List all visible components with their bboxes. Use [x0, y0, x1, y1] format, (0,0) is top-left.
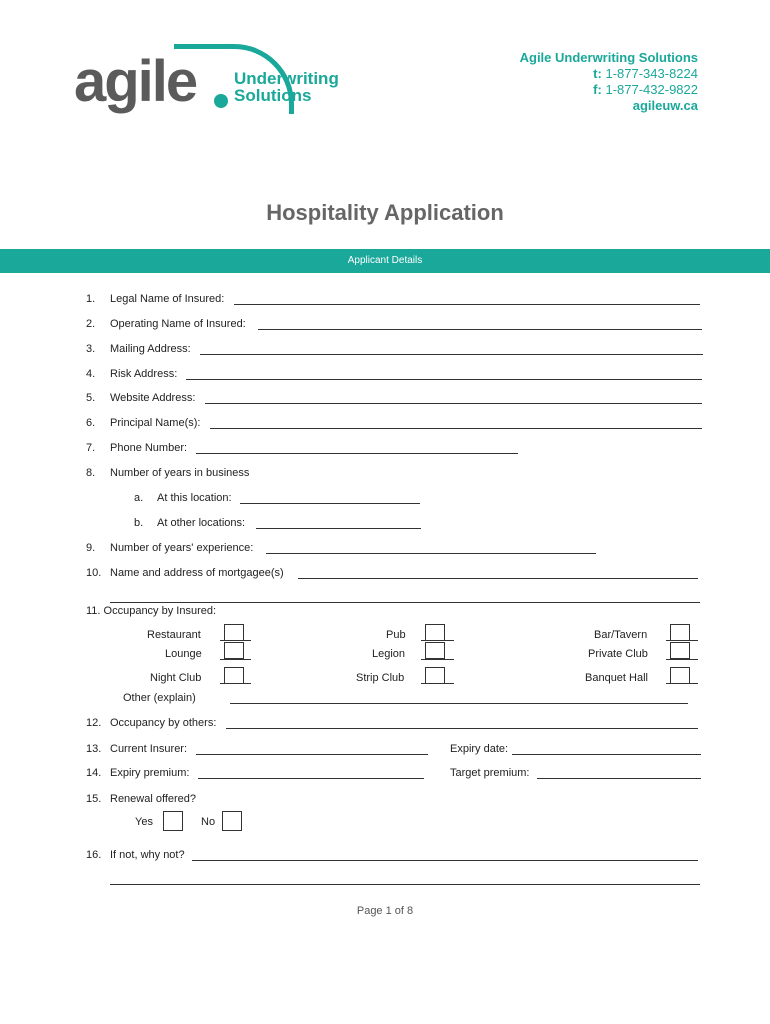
q14-label: Expiry premium:	[110, 767, 190, 779]
q15-yes-checkbox[interactable]	[163, 811, 183, 831]
occ-legion-label: Legion	[372, 648, 406, 660]
occ-restaurant-underline	[220, 640, 251, 641]
occ-pub-underline	[421, 640, 454, 641]
q11-label: 11. Occupancy by Insured:	[86, 605, 217, 617]
q16-field[interactable]	[192, 851, 698, 861]
q5-label: Website Address:	[110, 392, 196, 404]
occ-bar-underline	[666, 640, 698, 641]
q6-number: 6.	[86, 417, 96, 429]
occ-pub-label: Pub	[386, 629, 406, 641]
q12-field[interactable]	[226, 719, 698, 729]
section-header: Applicant Details	[0, 249, 770, 273]
q13-label: Current Insurer:	[110, 743, 188, 755]
q5-field[interactable]	[205, 394, 702, 404]
occ-lounge-checkbox[interactable]	[224, 642, 244, 659]
q10-field[interactable]	[298, 569, 698, 579]
q14-premium-field[interactable]	[198, 769, 424, 779]
q16-number: 16.	[86, 849, 102, 861]
occ-night-club-label: Night Club	[150, 672, 202, 684]
occ-bar-checkbox[interactable]	[670, 624, 690, 641]
company-logo	[74, 44, 344, 124]
q5-number: 5.	[86, 392, 96, 404]
q4-label: Risk Address:	[110, 368, 178, 380]
q8b-letter: b.	[134, 517, 144, 529]
q6-field[interactable]	[210, 419, 702, 429]
q15-label: Renewal offered?	[110, 793, 197, 805]
q15-yes-label: Yes	[135, 816, 153, 828]
q12-number: 12.	[86, 717, 102, 729]
occ-banquet-underline	[666, 683, 698, 684]
q8a-letter: a.	[134, 492, 144, 504]
logo-subtitle-1: Underwriting	[234, 69, 339, 88]
q9-field[interactable]	[266, 544, 596, 554]
q1-field[interactable]	[234, 295, 700, 305]
phone-line: t: 1-877-343-8224	[593, 66, 698, 81]
logo-subtitle-2: Solutions	[234, 86, 312, 105]
occ-private-club-underline	[666, 659, 698, 660]
occ-other-field[interactable]	[230, 694, 688, 704]
occ-strip-club-underline	[421, 683, 454, 684]
q10-number: 10.	[86, 567, 102, 579]
q1-number: 1.	[86, 293, 96, 305]
q1-label: Legal Name of Insured:	[110, 293, 225, 305]
q7-number: 7.	[86, 442, 96, 454]
q16-field-2[interactable]	[110, 875, 700, 885]
q7-label: Phone Number:	[110, 442, 188, 454]
q15-number: 15.	[86, 793, 102, 805]
q8b-field[interactable]	[256, 519, 421, 529]
q3-number: 3.	[86, 343, 96, 355]
occ-banquet-checkbox[interactable]	[670, 667, 690, 684]
q8b-label: At other locations:	[157, 517, 246, 529]
occ-legion-checkbox[interactable]	[425, 642, 445, 659]
q2-number: 2.	[86, 318, 96, 330]
q4-number: 4.	[86, 368, 96, 380]
q10-label: Name and address of mortgagee(s)	[110, 567, 284, 579]
q14-target-field[interactable]	[537, 769, 701, 779]
occ-pub-checkbox[interactable]	[425, 624, 445, 641]
company-name: Agile Underwriting Solutions	[519, 50, 698, 65]
occ-private-club-checkbox[interactable]	[670, 642, 690, 659]
q15-no-label: No	[201, 816, 216, 828]
q2-field[interactable]	[258, 320, 702, 330]
q14-target-label: Target premium:	[450, 767, 530, 779]
occ-lounge-label: Lounge	[165, 648, 202, 660]
website-link[interactable]: agileuw.ca	[632, 98, 698, 113]
q8-number: 8.	[86, 467, 96, 479]
fax-number: 1-877-432-9822	[605, 82, 698, 97]
occ-restaurant-label: Restaurant	[147, 629, 201, 641]
q2-label: Operating Name of Insured:	[110, 318, 246, 330]
q8-label: Number of years in business	[110, 467, 250, 479]
occ-night-club-checkbox[interactable]	[224, 667, 244, 684]
phone-number[interactable]: 1-877-343-8224	[605, 66, 698, 81]
occ-bar-label: Bar/Tavern	[594, 629, 648, 641]
occ-other-label: Other (explain)	[123, 692, 196, 704]
q15-no-checkbox[interactable]	[222, 811, 242, 831]
q13-number: 13.	[86, 743, 102, 755]
q12-label: Occupancy by others:	[110, 717, 217, 729]
q9-label: Number of years' experience:	[110, 542, 254, 554]
occ-strip-club-label: Strip Club	[356, 672, 405, 684]
q3-label: Mailing Address:	[110, 343, 191, 355]
q6-label: Principal Name(s):	[110, 417, 201, 429]
q16-label: If not, why not?	[110, 849, 185, 861]
contact-block	[520, 50, 698, 114]
q8a-field[interactable]	[240, 494, 420, 504]
q4-field[interactable]	[186, 370, 702, 380]
q10-field-2[interactable]	[110, 593, 700, 603]
q3-field[interactable]	[200, 345, 703, 355]
fax-line: f: 1-877-432-9822	[593, 82, 698, 97]
occ-lounge-underline	[220, 659, 251, 660]
q13-insurer-field[interactable]	[196, 745, 428, 755]
page-title: Hospitality Application	[266, 200, 504, 225]
occ-night-club-underline	[220, 683, 251, 684]
page-footer: Page 1 of 8	[356, 905, 414, 917]
q14-number: 14.	[86, 767, 102, 779]
q8a-label: At this location:	[157, 492, 232, 504]
occ-private-club-label: Private Club	[588, 648, 648, 660]
occ-legion-underline	[421, 659, 454, 660]
logo-dot	[214, 94, 228, 108]
q13-expiry-label: Expiry date:	[450, 743, 509, 755]
q13-expiry-field[interactable]	[512, 745, 701, 755]
q9-number: 9.	[86, 542, 96, 554]
occ-strip-club-checkbox[interactable]	[425, 667, 445, 684]
occ-banquet-label: Banquet Hall	[585, 672, 648, 684]
logo-word: agile	[74, 49, 197, 114]
occ-restaurant-checkbox[interactable]	[224, 624, 244, 641]
q7-field[interactable]	[196, 444, 518, 454]
